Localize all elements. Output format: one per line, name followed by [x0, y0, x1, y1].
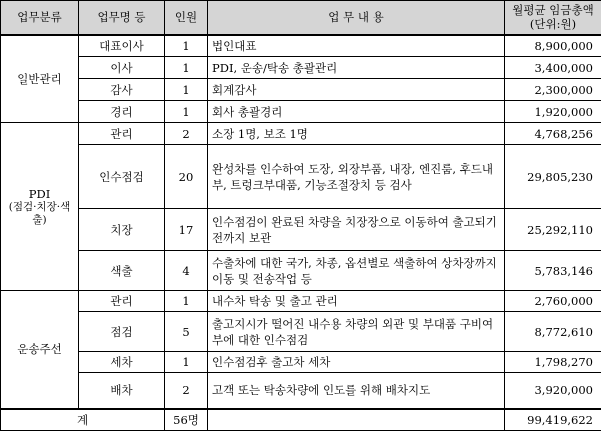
salary-cell: 1,798,270	[505, 352, 601, 373]
content-cell: 인수점검이 완료된 차량을 치장장으로 이동하여 출고되기 전까지 보관	[208, 209, 505, 251]
salary-cell: 3,400,000	[505, 57, 601, 79]
headcount-cell: 5	[165, 312, 208, 352]
header-category: 업무분류	[1, 1, 79, 35]
total-headcount: 56명	[165, 409, 208, 431]
salary-cell: 1,920,000	[505, 101, 601, 123]
headcount-cell: 2	[165, 123, 208, 145]
content-cell: 회사 총괄경리	[208, 101, 505, 123]
table-row	[1, 123, 601, 145]
headcount-cell: 1	[165, 57, 208, 79]
headcount-cell: 4	[165, 251, 208, 291]
group-name-general: 일반관리	[1, 35, 79, 123]
table-row	[1, 209, 601, 251]
table-row	[1, 35, 601, 57]
headcount-cell: 1	[165, 79, 208, 101]
content-cell: PDI, 운송/탁송 총괄관리	[208, 57, 505, 79]
content-cell: 소장 1명, 보조 1명	[208, 123, 505, 145]
salary-cell: 8,772,610	[505, 312, 601, 352]
position-cell: 배차	[79, 373, 165, 409]
group-name-shipping: 운송주선	[1, 291, 79, 409]
total-content-empty	[208, 409, 505, 431]
content-cell: 법인대표	[208, 35, 505, 57]
headcount-cell: 2	[165, 373, 208, 409]
table-row	[1, 373, 601, 409]
content-cell: 완성차를 인수하여 도장, 외장부품, 내장, 엔진룸, 후드내부, 트렁크부대품, 기능조절장치 등 검사	[208, 145, 505, 209]
salary-cell: 8,900,000	[505, 35, 601, 57]
group-name-pdi	[1, 123, 79, 291]
group-pdi-subtitle: (점검·치장·색출)	[4, 201, 75, 227]
position-cell: 치장	[79, 209, 165, 251]
table-row	[1, 145, 601, 209]
headcount-cell: 1	[165, 101, 208, 123]
position-cell: 색출	[79, 251, 165, 291]
total-label: 계	[1, 409, 165, 431]
headcount-cell: 1	[165, 352, 208, 373]
position-cell: 점검	[79, 312, 165, 352]
total-row	[1, 409, 601, 431]
content-cell: 회계감사	[208, 79, 505, 101]
salary-cell: 3,920,000	[505, 373, 601, 409]
content-cell: 수출차에 대한 국가, 차종, 옵션별로 색출하여 상차장까지 이동 및 전송작업 등	[208, 251, 505, 291]
salary-cell: 4,768,256	[505, 123, 601, 145]
content-cell: 인수점검후 출고차 세차	[208, 352, 505, 373]
table-row	[1, 57, 601, 79]
salary-cell: 29,805,230	[505, 145, 601, 209]
salary-cell: 25,292,110	[505, 209, 601, 251]
content-cell: 출고지시가 떨어진 내수용 차량의 외관 및 부대품 구비여부에 대한 인수점검	[208, 312, 505, 352]
headcount-cell: 1	[165, 35, 208, 57]
table-header-row	[1, 1, 601, 35]
position-cell: 감사	[79, 79, 165, 101]
table-row	[1, 79, 601, 101]
header-content: 업 무 내 용	[208, 1, 505, 35]
position-cell: 관리	[79, 123, 165, 145]
headcount-cell: 1	[165, 291, 208, 312]
header-headcount: 인원	[165, 1, 208, 35]
table-row	[1, 352, 601, 373]
position-cell: 세차	[79, 352, 165, 373]
position-cell: 경리	[79, 101, 165, 123]
header-salary: 월평균 임금총액 (단위:원)	[505, 1, 601, 35]
group-pdi-title: PDI	[29, 187, 51, 201]
position-cell: 관리	[79, 291, 165, 312]
position-cell: 이사	[79, 57, 165, 79]
header-position: 업무명 등	[79, 1, 165, 35]
position-cell: 대표이사	[79, 35, 165, 57]
headcount-cell: 17	[165, 209, 208, 251]
salary-cell: 5,783,146	[505, 251, 601, 291]
content-cell: 고객 또는 탁송차량에 인도를 위해 배차지도	[208, 373, 505, 409]
table-row	[1, 101, 601, 123]
table-row	[1, 312, 601, 352]
table-row	[1, 291, 601, 312]
total-salary: 99,419,622	[505, 409, 601, 431]
headcount-cell: 20	[165, 145, 208, 209]
table-row	[1, 251, 601, 291]
position-cell: 인수점검	[79, 145, 165, 209]
content-cell: 내수차 탁송 및 출고 관리	[208, 291, 505, 312]
salary-cell: 2,300,000	[505, 79, 601, 101]
salary-cell: 2,760,000	[505, 291, 601, 312]
